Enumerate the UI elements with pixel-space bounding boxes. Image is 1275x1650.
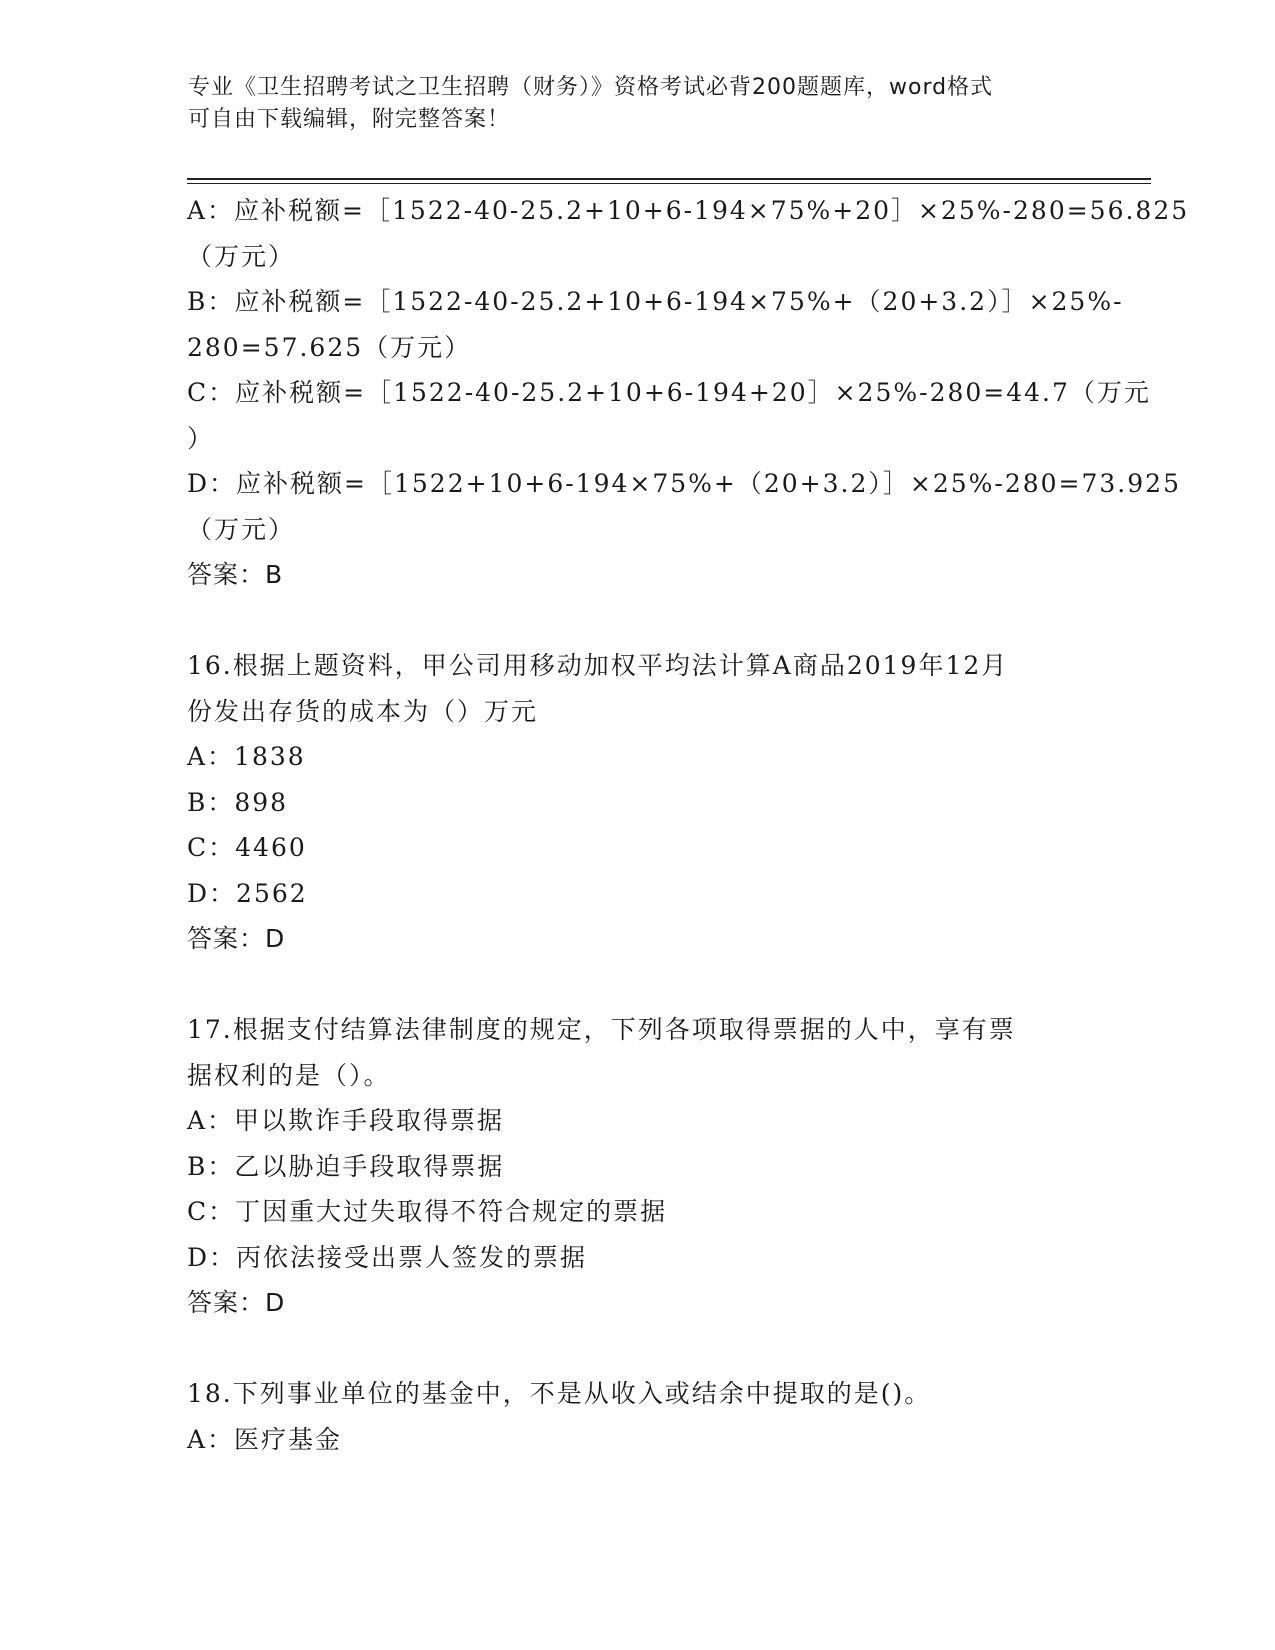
option-d: D：2562 xyxy=(187,878,308,908)
question-15-options xyxy=(187,188,1190,598)
option-b: B：乙以胁迫手段取得票据 xyxy=(187,1151,505,1181)
question-stem-continued: 据权利的是（）。 xyxy=(187,1060,391,1090)
question-18 xyxy=(187,1371,1087,1462)
option-c: C：应补税额=［1522-40-25.2+10+6-194+20］×25%-280=44.7（万元 xyxy=(187,378,1151,407)
option-a: A：甲以欺诈手段取得票据 xyxy=(187,1106,505,1135)
option-a-continued: （万元） xyxy=(187,241,296,271)
option-d: D：丙依法接受出票人签发的票据 xyxy=(187,1242,588,1272)
option-c: C：4460 xyxy=(187,833,307,862)
answer: 答案：D xyxy=(187,1288,286,1317)
question-list xyxy=(187,188,1190,1462)
option-a: A：应补税额=［1522-40-25.2+10+6-194×75%+20］×25%-280=56.825 xyxy=(187,196,1190,225)
option-d-continued: （万元） xyxy=(187,514,296,544)
spacer xyxy=(187,1326,1087,1372)
document-header xyxy=(188,72,1068,136)
header-line-2: 可自由下载编辑，附完整答案！ xyxy=(188,107,511,132)
answer: 答案：D xyxy=(187,924,286,953)
header-divider xyxy=(187,178,1151,184)
option-d: D：应补税额=［1522+10+6-194×75%+（20+3.2）］×25%-280=73.925 xyxy=(187,469,1181,498)
question-stem-continued: 份发出存货的成本为（）万元 xyxy=(187,696,539,726)
option-a: A：医疗基金 xyxy=(187,1424,343,1454)
option-b: B：898 xyxy=(187,787,289,817)
option-c: C：丁因重大过失取得不符合规定的票据 xyxy=(187,1197,668,1226)
option-c-continued: ） xyxy=(187,423,215,453)
question-stem: 17.根据支付结算法律制度的规定，下列各项取得票据的人中，享有票 xyxy=(187,1015,1016,1044)
question-stem: 16.根据上题资料，甲公司用移动加权平均法计算A商品2019年12月 xyxy=(187,651,1009,680)
spacer xyxy=(187,598,1087,644)
spacer xyxy=(187,962,1087,1008)
option-b-continued: 280=57.625（万元） xyxy=(187,332,472,362)
answer: 答案：B xyxy=(187,560,284,589)
question-stem: 18.下列事业单位的基金中，不是从收入或结余中提取的是()。 xyxy=(187,1379,932,1408)
header-line-1: 专业《卫生招聘考试之卫生招聘（财务）》资格考试必背200题题库，word格式 xyxy=(188,75,994,100)
option-a: A：1838 xyxy=(187,742,306,771)
option-b: B：应补税额=［1522-40-25.2+10+6-194×75%+（20+3.2）］×25%- xyxy=(187,287,1124,316)
question-16 xyxy=(187,643,1087,962)
question-17 xyxy=(187,1007,1087,1326)
